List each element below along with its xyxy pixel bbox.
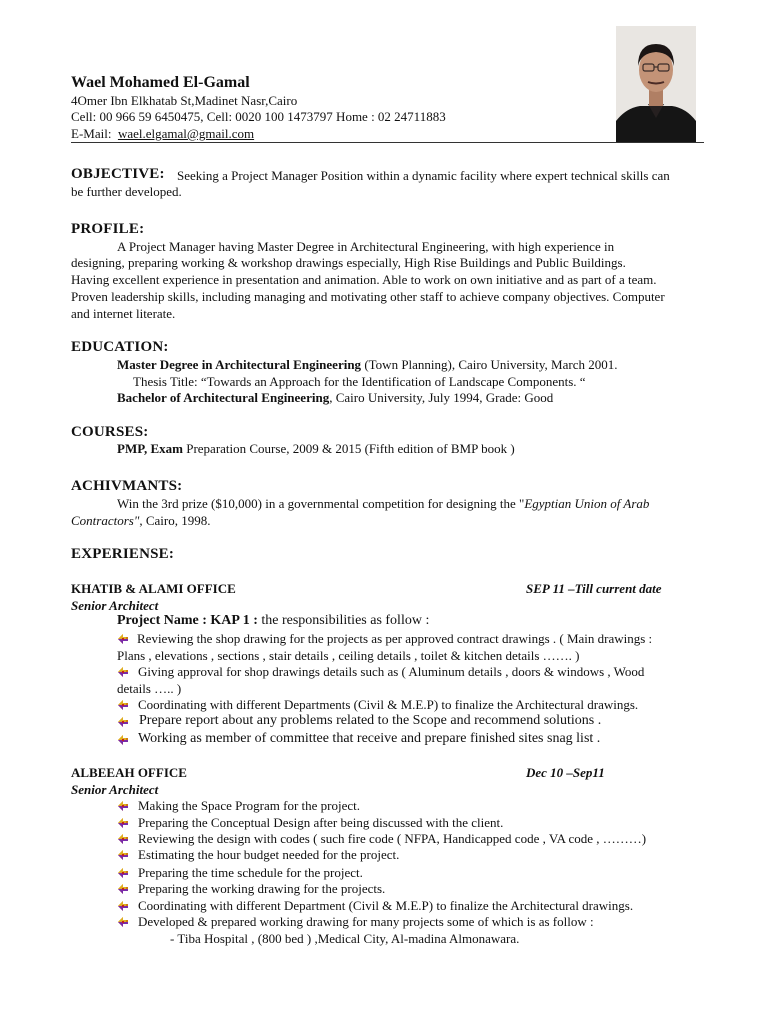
bachelor-degree [117,390,553,407]
project-intro: the responsibilities as follow : [257,613,430,628]
responsibility-item: Reviewing the shop drawing for the projects as per approved contract drawings . ( Main drawings : [137,631,653,646]
job-title: Senior Architect [71,782,159,797]
header-divider [71,142,704,143]
responsibility-item: Reviewing the design with codes ( such fire code ( NFPA, Handicapped code , VA code , ………) [138,831,647,846]
company-name: ALBEEAH OFFICE [71,765,187,780]
responsibility-item: Preparing the Conceptual Design after being discussed with the client. [138,815,504,830]
responsibility-item: Working as member of committee that receive and prepare finished sites snag list . [138,731,601,746]
achievement-project: Egyptian Union of Arab [524,496,650,511]
arrow-bullet-icon [117,867,129,879]
profile-line: designing, preparing working & workshop drawings especially, High Rise Buildings and Public Buildings. [71,255,626,270]
project-name: Project Name : KAP 1 : [117,613,258,628]
arrow-bullet-icon [117,833,129,845]
responsibility-item: Preparing the working drawing for the projects. [138,881,386,896]
profile-line: A Project Manager having Master Degree in Architectural Engineering, with high experience in [117,239,615,254]
master-degree-title: Master Degree in Architectural Engineering [117,357,362,372]
arrow-bullet-icon [117,817,129,829]
arrow-bullet-icon [117,734,129,746]
achievements-heading: ACHIVMANTS: [71,478,183,494]
achievement-project-cont: Contractors" [71,513,140,528]
achievement-place-date: , Cairo, 1998. [139,513,211,528]
job-dates: Dec 10 –Sep11 [526,765,605,780]
arrow-bullet-icon [117,800,129,812]
bachelor-degree-details: , Cairo University, July 1994, Grade: Good [329,390,554,405]
profile-line: and internet literate. [71,306,176,321]
responsibility-item: Prepare report about any problems related to the Scope and recommend solutions . [139,713,602,728]
arrow-bullet-icon [117,699,129,711]
achievement-line-1 [117,496,649,513]
profile-photo [616,26,696,142]
bachelor-degree-title: Bachelor of Architectural Engineering [117,390,330,405]
arrow-bullet-icon [117,849,129,861]
arrow-bullet-icon [117,900,129,912]
objective-line-1: Seeking a Project Manager Position within a dynamic facility where expert technical skills can [177,168,670,183]
education-heading: EDUCATION: [71,339,169,355]
responsibility-item: Developed & prepared working drawing for many projects some of which is as follow : [138,914,594,929]
email-link[interactable]: wael.elgamal@gmail.com [117,126,255,141]
achievement-line-2 [71,513,210,530]
course-item [117,441,515,458]
arrow-bullet-icon [117,883,129,895]
master-degree-details: (Town Planning), Cairo University, March 2001. [361,357,618,372]
address: 4Omer Ibn Elkhatab St,Madinet Nasr,Cairo [71,93,298,108]
arrow-bullet-icon [117,916,129,928]
course-details: Preparation Course, 2009 & 2015 (Fifth edition of BMP book ) [182,441,515,456]
responsibility-item: Giving approval for shop drawings details such as ( Aluminum details , doors & windows , Wood [138,664,645,679]
master-degree [117,357,617,374]
arrow-bullet-icon [117,633,129,645]
profile-heading: PROFILE: [71,221,145,237]
company-name: KHATIB & ALAMI OFFICE [71,581,236,596]
phone-numbers: Cell: 00 966 59 6450475, Cell: 0020 100 1473797 Home : 02 24711883 [71,109,446,124]
job-title: Senior Architect [71,598,159,613]
job-dates: SEP 11 –Till current date [526,581,662,596]
responsibility-item-cont: Plans , elevations , sections , stair details , ceiling details , toilet & kitchen details ……. ) [117,648,580,663]
achievement-text: Win the 3rd prize ($10,000) in a governmental competition for designing the " [117,496,525,511]
responsibility-item: Making the Space Program for the project. [138,798,361,813]
arrow-bullet-icon [117,666,129,678]
profile-line: Proven leadership skills, including managing and motivating other staff to achieve company objectives. Computer [71,289,665,304]
objective-line-2: be further developed. [71,184,182,199]
courses-heading: COURSES: [71,424,149,440]
candidate-name: Wael Mohamed El-Gamal [71,74,250,91]
email-line [71,126,254,142]
project-line [117,613,429,629]
responsibility-item: Coordinating with different Departments (Civil & M.E.P) to finalize the Architectural drawings. [138,697,639,712]
responsibility-item: Preparing the time schedule for the project. [138,865,363,880]
experience-heading: EXPERIENSE: [71,546,175,562]
project-example: - Tiba Hospital , (800 bed ) ,Medical City, Al-madina Almonawara. [170,931,520,946]
thesis-title: Thesis Title: “Towards an Approach for the Identification of Landscape Components. “ [133,374,586,389]
responsibility-item: Coordinating with different Department (Civil & M.E.P) to finalize the Architectural drawings. [138,898,634,913]
objective-heading: OBJECTIVE: [71,166,165,182]
arrow-bullet-icon [117,716,129,728]
course-name: PMP, Exam [117,441,183,456]
responsibility-item: Estimating the hour budget needed for the project. [138,847,400,862]
profile-line: Having excellent experience in presentation and animation. Able to work on own initiative and as part of a team. [71,272,657,287]
email-label: E-Mail: [71,126,112,141]
responsibility-item-cont: details ….. ) [117,681,182,696]
